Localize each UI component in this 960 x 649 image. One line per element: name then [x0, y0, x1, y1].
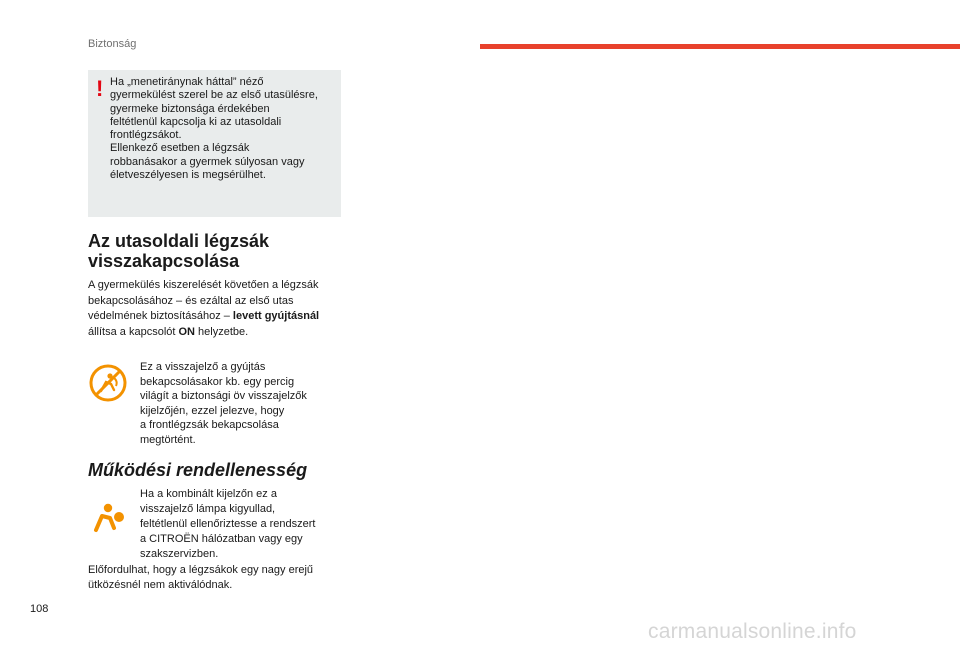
- section-label: Biztonság: [88, 38, 137, 50]
- heading-line-1: Az utasoldali légzsák: [88, 231, 270, 251]
- airbag-off-indicator-icon: [88, 363, 128, 403]
- intro-text-2: állítsa a kapcsolót: [88, 325, 179, 338]
- intro-text-3: helyzetbe.: [195, 325, 249, 338]
- indicator-description: Ez a visszajelző a gyújtás bekapcsolásakor kb. egy percig világít a biztonsági öv visszajelzők kijelzőjén, ezzel jelezve, hogy a frontlégzsák bekapcsolása megtörtént.: [140, 361, 307, 446]
- intro-bold-ignition: levett gyújtásnál: [232, 310, 320, 322]
- section-heading-malfunction: Működési rendellenesség: [88, 460, 308, 480]
- watermark: carmanualsonline.info: [648, 620, 857, 643]
- airbag-warning-light-icon: [92, 500, 126, 534]
- intro-text-1: A gyermekülés kiszerelését követően a légzsák bekapcsolásához – és ezáltal az első utas védelmének biztosításához –: [88, 279, 319, 322]
- heading-line-2: visszakapcsolása: [88, 251, 240, 271]
- warning-exclamation-icon: !: [96, 76, 104, 101]
- closing-paragraph: Előfordulhat, hogy a légzsákok egy nagy erejű ütközésnél nem aktiválódnak.: [88, 564, 314, 591]
- intro-paragraph: [88, 278, 350, 340]
- page-number: 108: [30, 603, 49, 615]
- malfunction-description: Ha a kombinált kijelzőn ez a visszajelző lámpa kigyullad, feltétlenül ellenőriztesse a rendszert a CITROËN hálózatban vagy egy szakszervizben.: [140, 488, 316, 560]
- section-heading-deactivation: [88, 231, 348, 271]
- intro-bold-on: ON: [178, 325, 195, 338]
- header-accent-bar: [480, 44, 960, 49]
- warning-text: Ha „menetiránynak háttal” néző gyermekülést szerel be az első utasülésre, gyermeke biztonsága érdekében feltétlenül kapcsolja ki az utasoldali frontlégzsákot. Ellenkező esetben a légzsák robbanásakor a gyermek súlyosan vagy életveszélyesen is megsérülhet.: [110, 76, 318, 182]
